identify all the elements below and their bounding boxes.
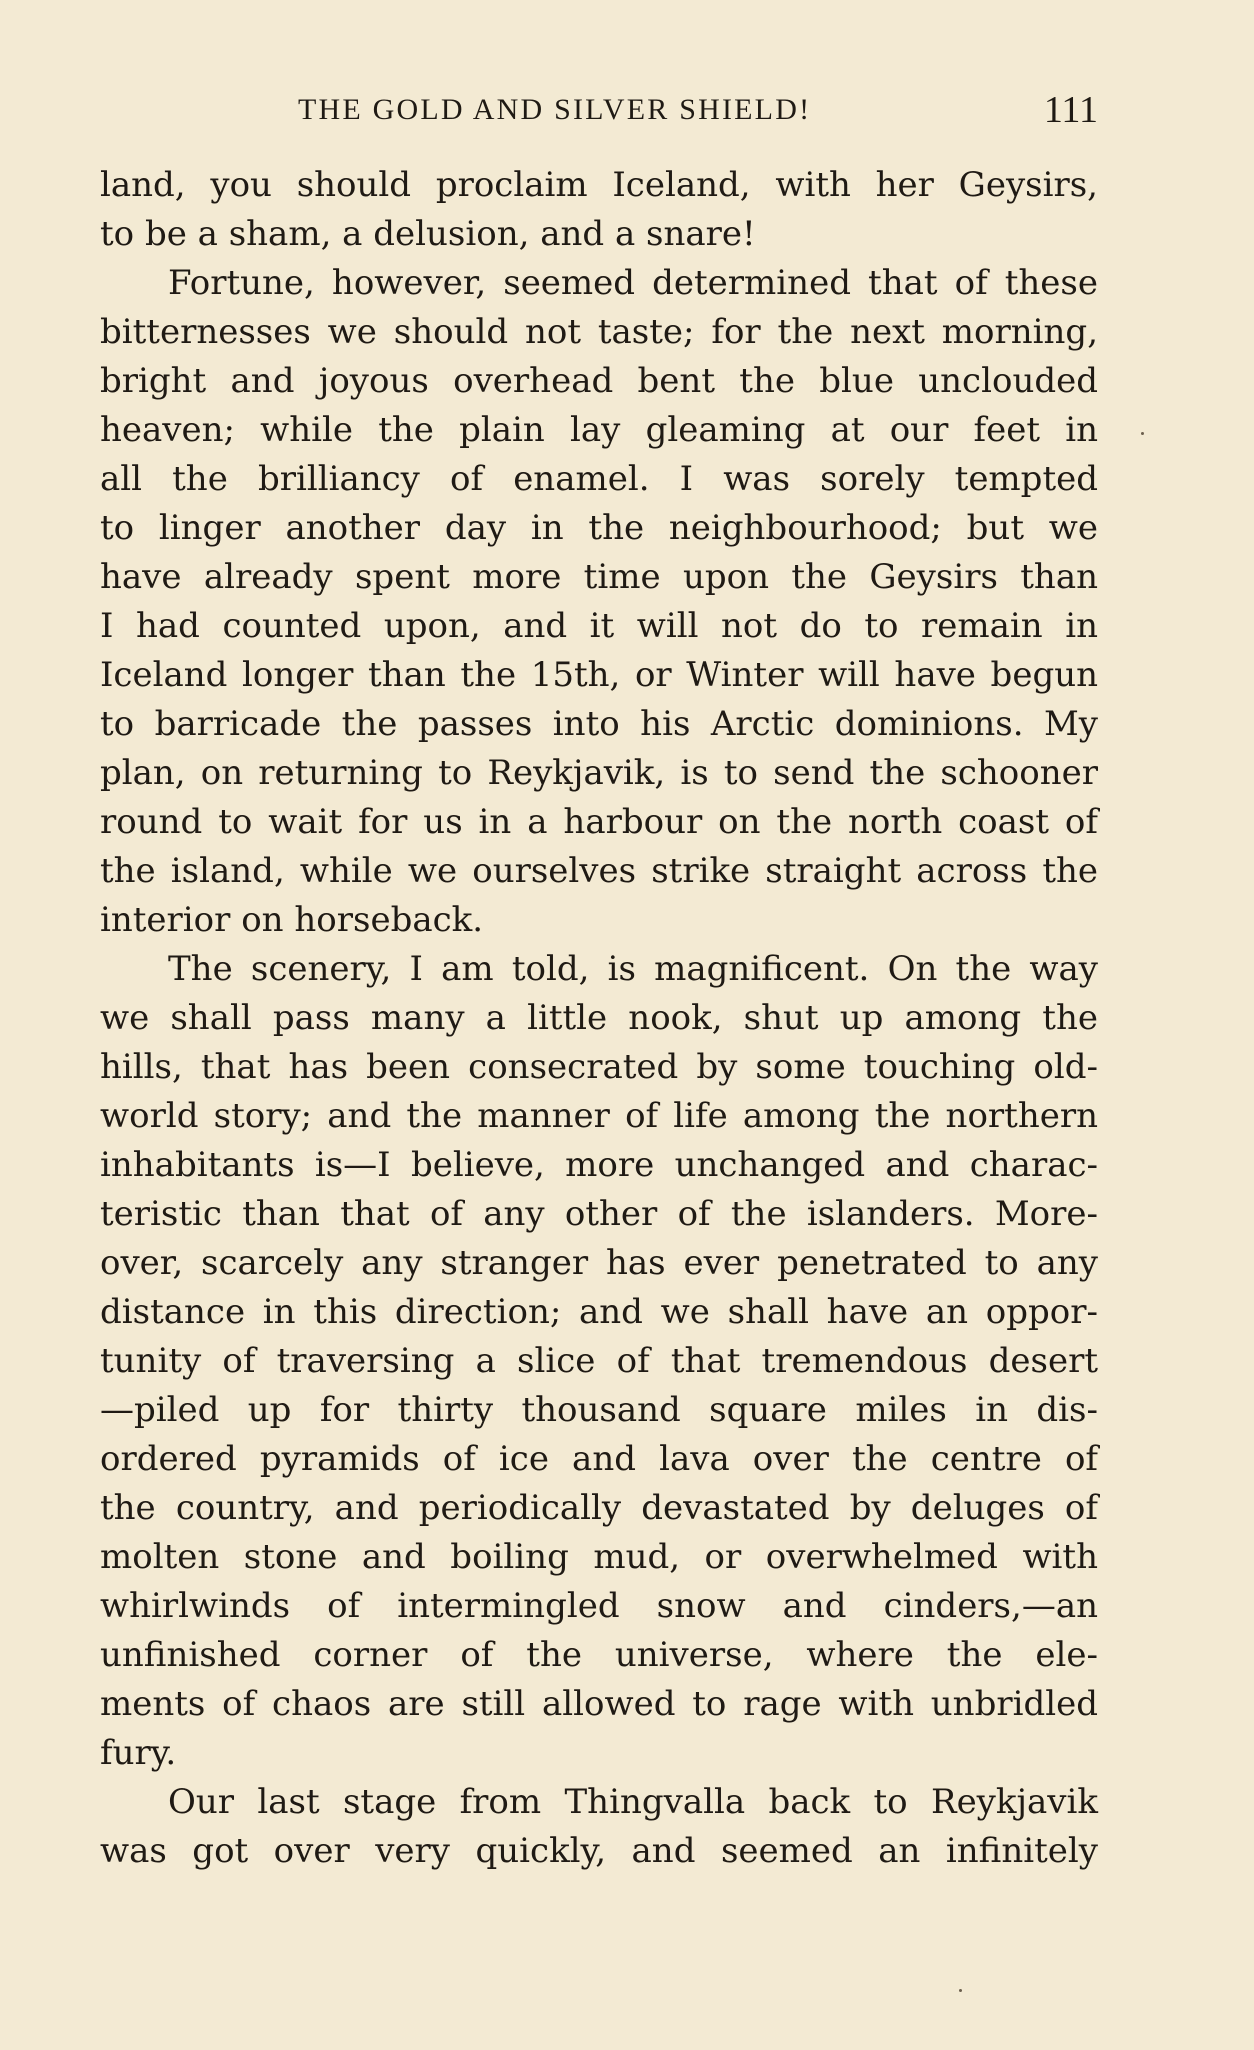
text-line: molten stone and boiling mud, or overwhelmed with [100,1537,1098,1577]
text-line: plan, on returning to Reykjavik, is to send the schooner [100,753,1098,793]
text-line: Iceland longer than the 15th, or Winter will have begun [100,655,1098,695]
text-line: tunity of traversing a slice of that tremendous desert [100,1341,1098,1381]
text-line: —piled up for thirty thousand square miles in dis- [100,1390,1098,1430]
text-line: world story; and the manner of life among the northern [100,1096,1098,1136]
running-head [100,88,1098,138]
text-line: to barricade the passes into his Arctic dominions. My [100,704,1098,744]
text-line: whirlwinds of intermingled snow and cinders,—an [100,1586,1098,1626]
text-line: teristic than that of any other of the islanders. More- [100,1194,1098,1234]
text-line: have already spent more time upon the Geysirs than [100,557,1098,597]
text-line: The scenery, I am told, is magnificent. On the way [168,949,1098,989]
text-line: round to wait for us in a harbour on the north coast of [100,802,1098,842]
text-line: unfinished corner of the universe, where the ele- [100,1635,1098,1675]
text-line: land, you should proclaim Iceland, with her Geysirs, [100,165,1098,205]
text-line: distance in this direction; and we shall have an oppor- [100,1292,1098,1332]
text-line: was got over very quickly, and seemed an infinitely [100,1831,1098,1871]
ink-speck [1141,432,1144,435]
text-line: bright and joyous overhead bent the blue unclouded [100,361,1098,401]
text-line: over, scarcely any stranger has ever penetrated to any [100,1243,1098,1283]
text-line: bitternesses we should not taste; for the next morning, [100,312,1098,352]
text-line: the island, while we ourselves strike straight across the [100,851,1098,891]
text-line: Our last stage from Thingvalla back to Reykjavik [168,1782,1098,1822]
page-number: 111 [1043,89,1098,131]
text-line: fury. [100,1733,177,1773]
ink-speck [959,1989,962,1992]
text-line: all the brilliancy of enamel. I was sorely tempted [100,459,1098,499]
text-line: ordered pyramids of ice and lava over the centre of [100,1439,1098,1479]
text-line: inhabitants is—I believe, more unchanged and charac- [100,1145,1098,1185]
text-line: to linger another day in the neighbourhood; but we [100,508,1098,548]
text-line: heaven; while the plain lay gleaming at our feet in [100,410,1098,450]
text-line: Fortune, however, seemed determined that of these [168,263,1098,303]
text-line: I had counted upon, and it will not do to remain in [100,606,1098,646]
text-line: we shall pass many a little nook, shut up among the [100,998,1098,1038]
text-line: hills, that has been consecrated by some touching old- [100,1047,1098,1087]
text-line: ments of chaos are still allowed to rage with unbridled [100,1684,1098,1724]
running-title: THE GOLD AND SILVER SHIELD! [298,93,812,126]
body-text [100,161,1098,1876]
text-line: interior on horseback. [100,900,484,940]
text-line: to be a sham, a delusion, and a snare! [100,214,756,254]
text-line: the country, and periodically devastated by deluges of [100,1488,1098,1528]
